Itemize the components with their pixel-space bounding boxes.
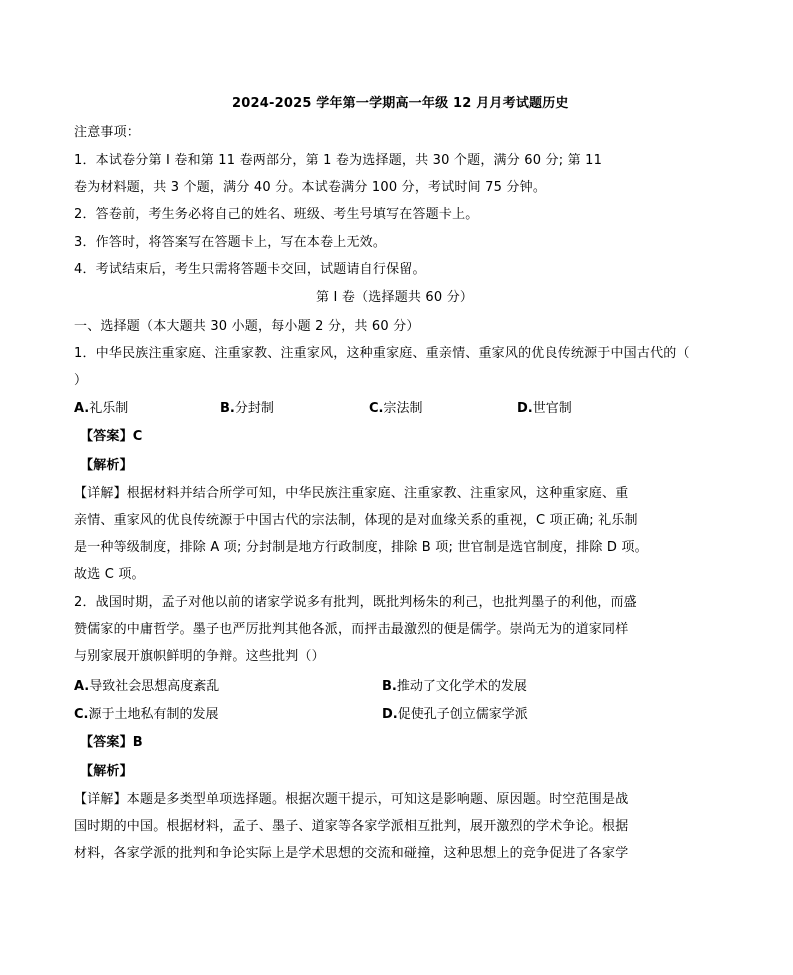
notice-heading: 注意事项： xyxy=(74,125,141,140)
q1-detail-line: 【详解】根据材料并结合所学可知，中华民族注重家庭、注重家教、注重家风，这种重家庭、重 xyxy=(74,486,629,501)
q2-detail-line: 材料，各家学派的批判和争论实际上是学术思想的交流和碰撞，这种思想上的竞争促进了各家学 xyxy=(74,846,629,861)
question-1-stem-end: ） xyxy=(74,373,88,388)
q1-option-b: B.分封制 xyxy=(220,401,274,416)
question-2-stem: 与别家展开旗帜鲜明的争辩。这些批判（） xyxy=(74,649,325,664)
q2-option-c: C.源于土地私有制的发展 xyxy=(74,707,219,722)
notice-line: 卷为材料题，共 3 个题，满分 40 分。本试卷满分 100 分，考试时间 75 分钟。 xyxy=(74,180,547,195)
q1-option-c: C.宗法制 xyxy=(369,401,423,416)
q1-detail-line: 故选 C 项。 xyxy=(74,567,145,582)
section-title: 第 I 卷（选择题共 60 分） xyxy=(316,290,474,305)
notice-line: 2．答卷前，考生务必将自己的姓名、班级、考生号填写在答题卡上。 xyxy=(74,207,479,222)
q1-analysis-heading: 【解析】 xyxy=(80,458,133,473)
q2-analysis-heading: 【解析】 xyxy=(80,764,133,779)
q2-option-a: A.导致社会思想高度紊乱 xyxy=(74,679,220,694)
q1-detail-line: 是一种等级制度，排除 A 项; 分封制是地方行政制度，排除 B 项; 世官制是选官制度，排除 D 项。 xyxy=(74,540,648,555)
q2-option-d: D.促使孔子创立儒家学派 xyxy=(382,707,528,722)
page-title: 2024-2025 学年第一学期高一年级 12 月月考试题历史 xyxy=(232,96,569,111)
q1-option-a: A.礼乐制 xyxy=(74,401,129,416)
q2-option-b: B.推动了文化学术的发展 xyxy=(382,679,527,694)
q2-detail-line: 【详解】本题是多类型单项选择题。根据次题干提示，可知这是影响题、原因题。时空范围是战 xyxy=(74,792,629,807)
q1-option-d: D.世官制 xyxy=(517,401,572,416)
question-2-stem: 2．战国时期，孟子对他以前的诸家学说多有批判，既批判杨朱的利己，也批判墨子的利他，而盛 xyxy=(74,595,637,610)
notice-line: 1．本试卷分第 I 卷和第 11 卷两部分，第 1 卷为选择题，共 30 个题，满分 60 分; 第 11 xyxy=(74,153,603,168)
notice-line: 3．作答时，将答案写在答题卡上，写在本卷上无效。 xyxy=(74,235,387,250)
q2-detail-line: 国时期的中国。根据材料，孟子、墨子、道家等各家学派相互批判，展开激烈的学术争论。根据 xyxy=(74,819,629,834)
question-1-stem: 1．中华民族注重家庭、注重家教、注重家风，这种重家庭、重亲情、重家风的优良传统源于中国古代的（ xyxy=(74,346,690,361)
q1-answer: 【答案】C xyxy=(80,429,143,444)
q1-detail-line: 亲情、重家风的优良传统源于中国古代的宗法制，体现的是对血缘关系的重视，C 项正确; 礼乐制 xyxy=(74,513,638,528)
part-heading: 一、选择题（本大题共 30 小题，每小题 2 分，共 60 分） xyxy=(74,319,420,334)
notice-line: 4．考试结束后，考生只需将答题卡交回，试题请自行保留。 xyxy=(74,262,426,277)
q2-answer: 【答案】B xyxy=(80,735,143,750)
question-2-stem: 赞儒家的中庸哲学。墨子也严厉批判其他各派，而抨击最激烈的便是儒学。崇尚无为的道家同样 xyxy=(74,622,629,637)
